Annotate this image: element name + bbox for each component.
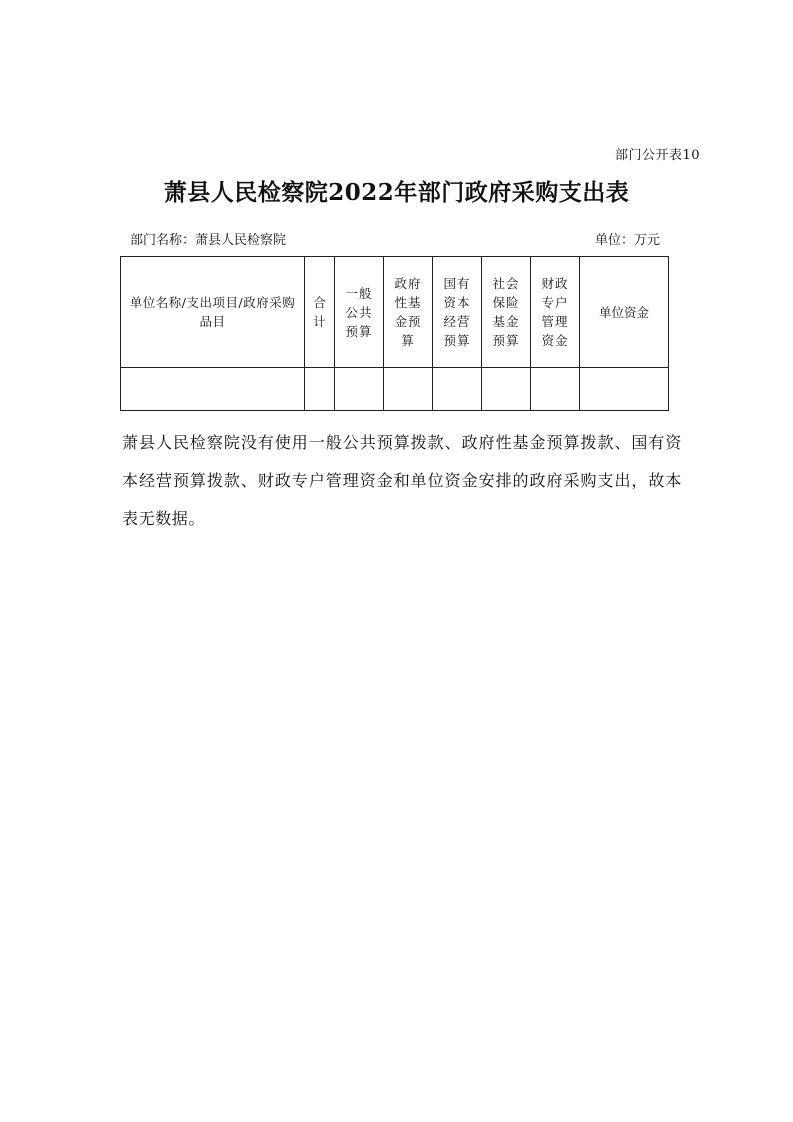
- column-header-state-capital-budget: 国有资本经营预算: [433, 257, 482, 368]
- table-cell: [433, 368, 482, 411]
- table-cell: [305, 368, 335, 411]
- table-cell: [335, 368, 384, 411]
- unit-label: 单位：万元: [594, 233, 660, 248]
- table-cell: [482, 368, 531, 411]
- column-header-unit-funds: 单位资金: [580, 257, 669, 368]
- column-header-social-insurance-budget: 社会保险基金预算: [482, 257, 531, 368]
- form-number: 部门公开表10: [614, 148, 700, 163]
- column-header-total: 合计: [305, 257, 335, 368]
- explanatory-note: 萧县人民检察院没有使用一般公共预算拨款、政府性基金预算拨款、国有资本经营预算拨款、财政专户管理资金和单位资金安排的政府采购支出，故本表无数据。: [122, 433, 682, 528]
- table-cell: [580, 368, 669, 411]
- table-cell: [121, 368, 305, 411]
- table-cell: [531, 368, 580, 411]
- column-header-unit-name: 单位名称/支出项目/政府采购品目: [121, 257, 305, 368]
- document-title: 萧县人民检察院2022年部门政府采购支出表: [163, 179, 630, 206]
- department-name: 部门名称：萧县人民检察院: [130, 233, 287, 248]
- column-header-general-budget: 一般公共预算: [335, 257, 384, 368]
- column-header-fiscal-account-funds: 财政专户管理资金: [531, 257, 580, 368]
- table-cell: [384, 368, 433, 411]
- table-header-row: [121, 257, 669, 368]
- column-header-government-fund-budget: 政府性基金预算: [384, 257, 433, 368]
- table-row: [121, 368, 669, 411]
- procurement-table: [120, 256, 669, 411]
